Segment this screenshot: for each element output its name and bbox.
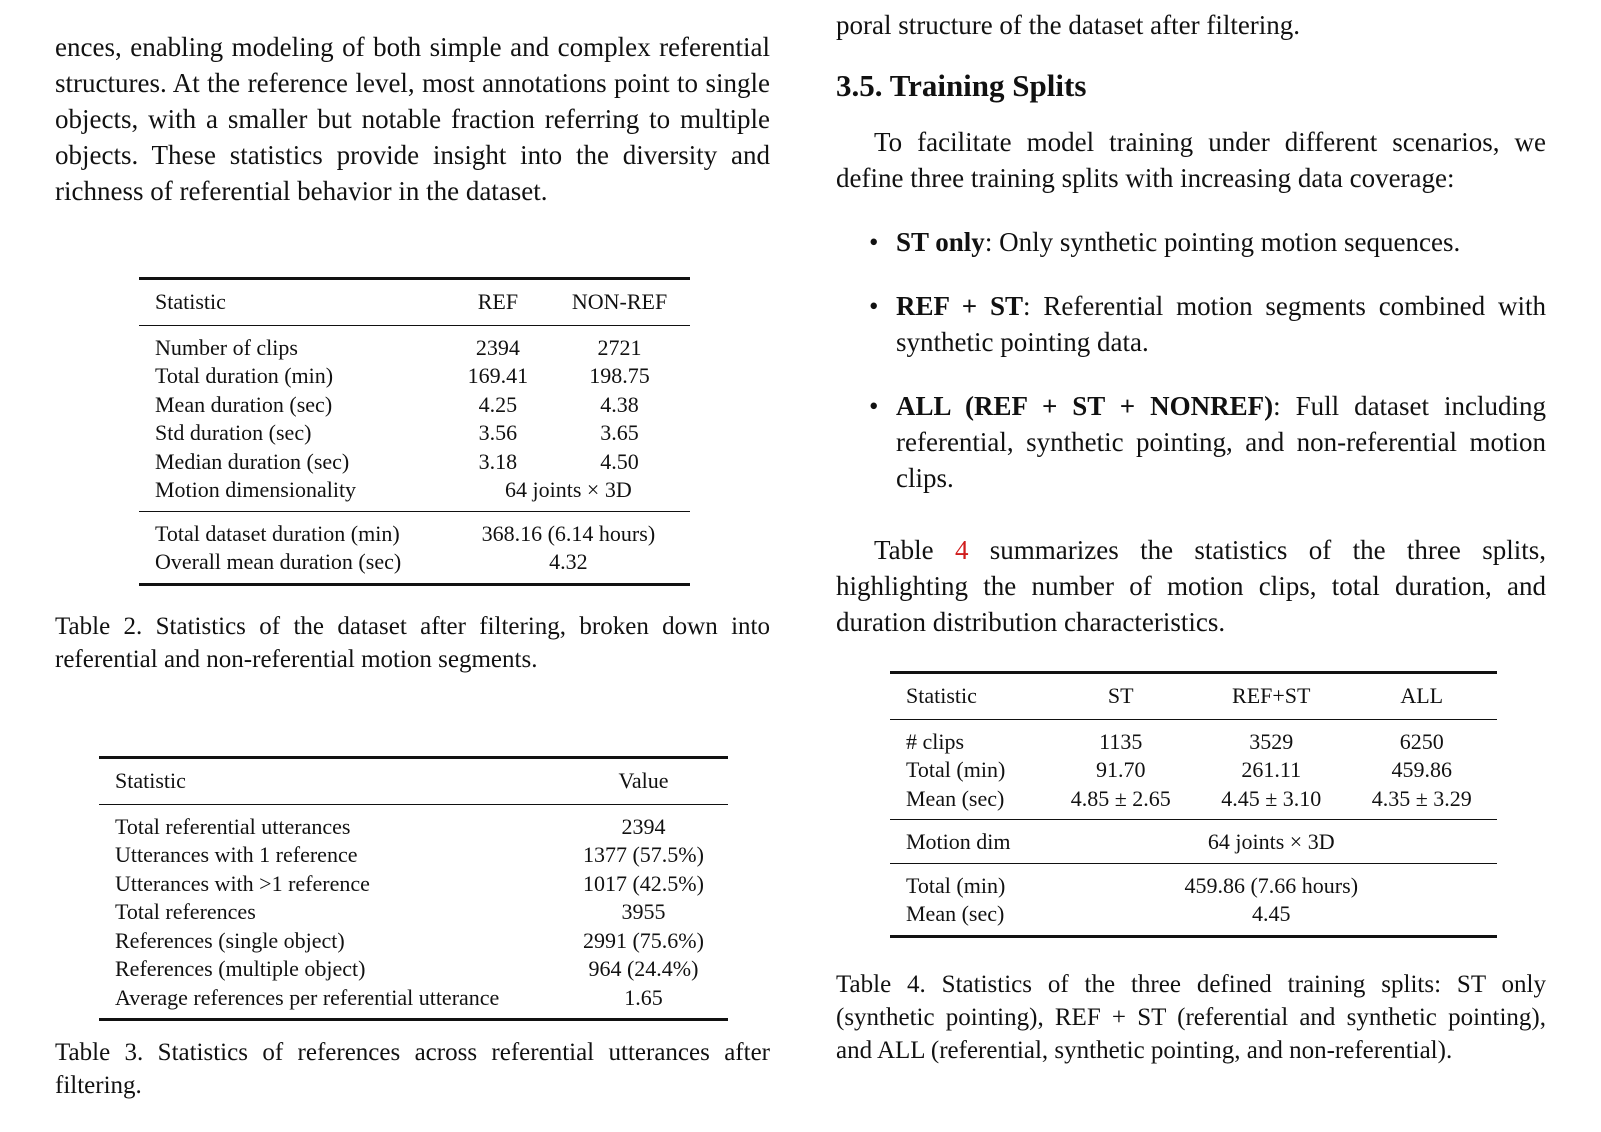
table2-header-nonref: NON-REF xyxy=(549,279,690,326)
summary-pre: Table xyxy=(874,535,955,565)
table-cell-value: 3.65 xyxy=(600,420,639,445)
table-cell-label: Mean (sec) xyxy=(906,901,1005,926)
table-cell-label: # clips xyxy=(906,728,965,754)
table-row xyxy=(99,841,728,870)
table-cell-label: Total (min) xyxy=(906,872,1006,898)
table-cell-value: 91.70 xyxy=(1096,757,1146,782)
table-cell-value: 3955 xyxy=(621,899,666,924)
table4-header-statistic: Statistic xyxy=(890,673,1046,720)
table2-header-statistic: Statistic xyxy=(139,279,447,326)
split-item-all-bold: ALL (REF + ST + NONREF) xyxy=(896,391,1274,421)
table-cell-value: 4.45 ± 3.10 xyxy=(1221,785,1322,811)
table-4 xyxy=(890,671,1497,938)
table-cell-label: References (multiple object) xyxy=(115,956,366,981)
table-cell-value: 459.86 xyxy=(1391,757,1452,782)
table-row xyxy=(890,863,1497,900)
table-row xyxy=(139,476,690,511)
table-cell-label: Total dataset duration (min) xyxy=(155,520,400,546)
section-heading: 3.5. Training Splits xyxy=(836,68,1087,103)
table-cell-label: Average references per referential utterance xyxy=(115,984,500,1010)
table-cell-value: 3.56 xyxy=(478,420,518,445)
table-row xyxy=(890,785,1497,820)
table-row xyxy=(139,325,690,362)
table-cell-value: 4.50 xyxy=(600,448,639,474)
table-cell-value: 4.38 xyxy=(600,391,639,417)
table2-header-ref: REF xyxy=(447,279,549,326)
table-cell-value: 1135 xyxy=(1099,728,1143,754)
split-item-st xyxy=(836,224,1546,260)
table-row xyxy=(99,927,728,956)
table-row xyxy=(139,511,690,548)
table2-caption: Table 2. Statistics of the dataset after filtering, broken down into referential and non-referential motion segments. xyxy=(55,613,770,673)
table-cell-value: 459.86 (7.66 hours) xyxy=(1184,872,1359,898)
table-cell-label: Total duration (min) xyxy=(155,363,334,388)
table-cell-label: Total referential utterances xyxy=(115,813,351,839)
split-item-ref-st-bold: REF + ST xyxy=(896,291,1024,321)
table3-caption: Table 3. Statistics of references across referential utterances after filtering. xyxy=(55,1039,770,1099)
table-cell-value: 6250 xyxy=(1399,728,1444,754)
table-cell-value: 2991 (75.6%) xyxy=(582,927,704,953)
table-2 xyxy=(139,277,690,586)
table-cell-label: Total references xyxy=(115,899,256,924)
table-cell-label: Number of clips xyxy=(155,334,298,360)
table-cell-value: 3.18 xyxy=(478,448,518,474)
table-cell-value: 261.11 xyxy=(1241,757,1302,782)
table-cell-value: 64 joints × 3D xyxy=(505,477,632,502)
split-item-ref-st xyxy=(836,288,1546,360)
table-cell-label: Utterances with 1 reference xyxy=(115,842,358,867)
split-item-all xyxy=(836,388,1546,496)
table-cell-value: 964 (24.4%) xyxy=(588,956,699,981)
table3-header-statistic: Statistic xyxy=(99,758,559,805)
table-row xyxy=(890,756,1497,785)
table-cell-value: 1.65 xyxy=(624,984,663,1010)
table-cell-label: Motion dimensionality xyxy=(155,477,357,502)
table-cell-value: 64 joints × 3D xyxy=(1207,829,1335,854)
table-3 xyxy=(99,756,728,1021)
table-row xyxy=(99,870,728,899)
table-cell-value: 169.41 xyxy=(467,363,529,388)
table-cell-value: 368.16 (6.14 hours) xyxy=(481,520,656,546)
intro-paragraph: ences, enabling modeling of both simple and complex referential structures. At the reference level, most annotations point to single objects, with a smaller but notable fraction referring to multiple objects. These statistics provide insight into the diversity and richness of referential behavior in the dataset. xyxy=(55,32,770,206)
table-cell-value: 3529 xyxy=(1249,728,1294,754)
bullet-dot-icon: • xyxy=(869,227,879,257)
table-cell-value: 2394 xyxy=(621,813,666,839)
table-cell-label: Motion dim xyxy=(906,829,1011,854)
table-row xyxy=(890,719,1497,756)
table-row xyxy=(139,448,690,477)
table4-header-st: ST xyxy=(1046,673,1196,720)
table-cell-value: 4.85 ± 2.65 xyxy=(1070,785,1171,811)
table-row xyxy=(890,820,1497,864)
table-cell-value: 4.25 xyxy=(478,391,518,417)
table-cell-value: 2721 xyxy=(597,334,642,360)
table-cell-label: References (single object) xyxy=(115,927,345,953)
split-item-st-bold: ST only xyxy=(896,227,985,257)
table-cell-value: 2394 xyxy=(475,334,520,360)
table-cell-label: Mean duration (sec) xyxy=(155,391,333,417)
table-row xyxy=(139,548,690,584)
bullet-dot-icon: • xyxy=(869,291,879,321)
table-row xyxy=(139,362,690,391)
table4-header-ref-st: REF+ST xyxy=(1196,673,1346,720)
table-cell-label: Overall mean duration (sec) xyxy=(155,549,402,574)
table-row xyxy=(99,984,728,1020)
table-cell-label: Total (min) xyxy=(906,757,1006,782)
table-row xyxy=(99,804,728,841)
table4-caption: Table 4. Statistics of the three defined training splits: ST only (synthetic pointing), REF + ST (referential and synthetic pointing), and ALL (referential, synthetic pointing, and non-referential). xyxy=(836,971,1546,1064)
split-item-all-text: : Full dataset including referential, synthetic pointing, and non-referential motion clips. xyxy=(896,391,1546,493)
table-row xyxy=(890,900,1497,936)
table-row xyxy=(139,391,690,420)
table-cell-value: 1017 (42.5%) xyxy=(582,870,704,896)
table-4-link[interactable]: 4 xyxy=(954,535,969,565)
summary-post: summarizes the statistics of the three splits, highlighting the number of motion clips, total duration, and duration distribution characteristics. xyxy=(836,535,1547,637)
table-cell-value: 198.75 xyxy=(589,363,650,388)
split-item-st-text: : Only synthetic pointing motion sequences. xyxy=(984,227,1461,257)
table-row xyxy=(99,955,728,984)
table-cell-value: 4.32 xyxy=(549,549,588,574)
table-cell-label: Median duration (sec) xyxy=(155,448,350,474)
table-row xyxy=(139,419,690,448)
table-cell-value: 4.45 xyxy=(1252,901,1291,926)
table4-header-all: ALL xyxy=(1347,673,1498,720)
table-cell-label: Mean (sec) xyxy=(906,785,1005,811)
cut-off-line: poral structure of the dataset after filtering. xyxy=(836,10,1301,40)
bullet-dot-icon: • xyxy=(869,391,879,421)
table-cell-value: 1377 (57.5%) xyxy=(582,842,704,867)
table3-header-value: Value xyxy=(559,758,728,805)
split-item-ref-st-text: : Referential motion segments combined with synthetic pointing data. xyxy=(896,291,1546,357)
table-cell-value: 4.35 ± 3.29 xyxy=(1371,785,1472,811)
summary-paragraph xyxy=(836,532,1546,640)
splits-intro-paragraph: To facilitate model training under different scenarios, we define three training splits with increasing data coverage: xyxy=(836,127,1546,193)
table-cell-label: Utterances with >1 reference xyxy=(115,870,370,896)
splits-list xyxy=(836,224,1546,496)
table-row xyxy=(99,898,728,927)
table-cell-label: Std duration (sec) xyxy=(155,420,312,445)
